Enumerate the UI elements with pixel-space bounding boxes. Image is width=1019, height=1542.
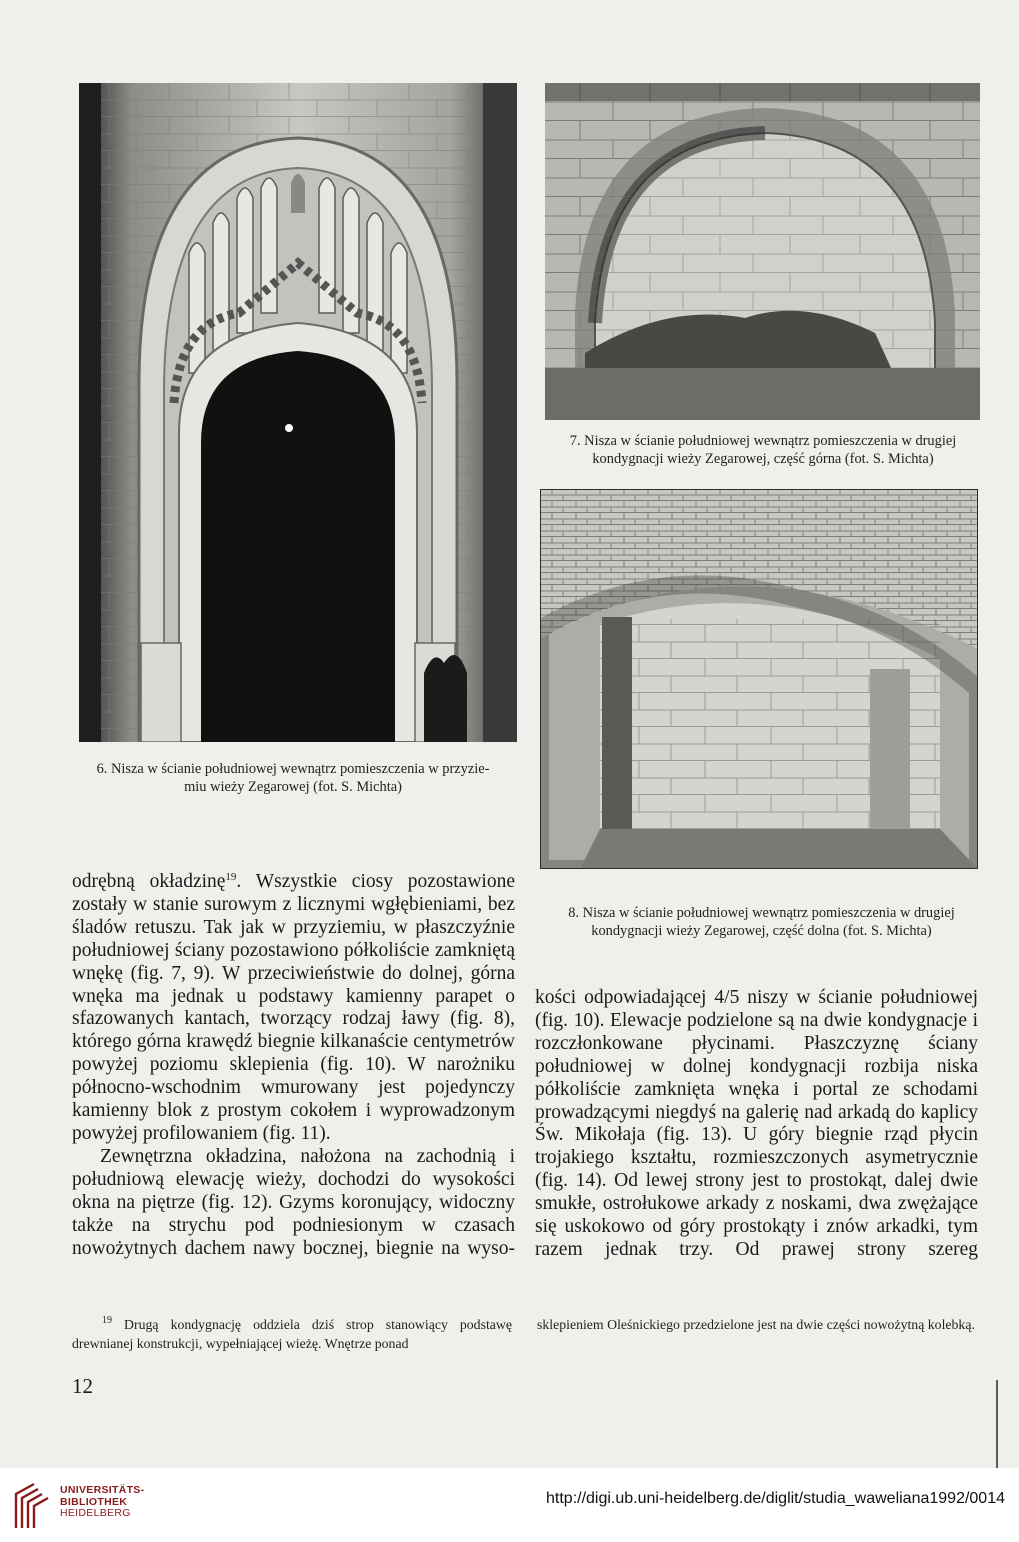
figure-8-caption-line2: kondygnacji wieży Zegarowej, część dolna (fot. S. Michta) (591, 923, 932, 939)
figure-6-photo (79, 83, 517, 742)
figure-7-caption-line1: 7. Nisza w ścianie południowej wewnątrz pomieszczenia w drugiej (569, 433, 957, 449)
page-number: 12 (72, 1374, 93, 1398)
logo-line3: HEIDELBERG (60, 1507, 131, 1519)
figure-8-caption (524, 904, 999, 940)
figure-6-caption-line1: 6. Nisza w ścianie południowej wewnątrz pomieszczenia w przyzie- (96, 761, 490, 777)
figure-8-photo (540, 489, 978, 869)
logo-line2: BIBLIOTHEK (60, 1495, 128, 1508)
figure-7-caption-line2: kondygnacji wieży Zegarowej, część górna (fot. S. Michta) (592, 451, 934, 467)
figure-6-caption (68, 760, 518, 796)
footnote-number: 19 (102, 1315, 112, 1326)
figure-8-caption-line1: 8. Nisza w ścianie południowej wewnątrz pomieszczenia w drugiej (568, 905, 955, 921)
footer-bar (0, 1468, 1019, 1542)
figure-7-caption (528, 432, 998, 468)
body-paragraph: Zewnętrzna okładzina, nałożona na zachodnią i południową elewację wieży, dochodzi do wysokości okna na piętrze (fig. 12). Gzyms koronujący, widoczny także na strychu pod podniesionym w czasach nowożytnych dachem nawy bocznej, biegnie na wyso- (72, 1145, 515, 1259)
source-url-link[interactable]: http://digi.ub.uni-heidelberg.de/diglit/studia_waweliana1992/0014 (546, 1490, 1005, 1507)
body-paragraph (72, 871, 515, 1146)
body-paragraph: kości odpowiadającej 4/5 niszy w ścianie południowej (fig. 10). Elewacje podzielone są na dwie kondygnacje i rozczłonkowane płycinami. Płaszczyznę ściany południowej w dolnej kondygnacji rozbija niska półkoliście zamknięta wnęka i portal ze schodami prowadzącymi niegdyś na galerię nad arkadą do kaplicy Św. Mikołaja (fig. 13). U góry biegnie rząd płycin trojakiego kształtu, rozmieszczonych asymetrycznie (fig. 14). Od lewej strony jest to prostokąt, dalej dwie smukłe, ostrołukowe arkady z noskami, dwa zwężające się uskokowo od góry prostokąty i znów arkadki, tym razem jednak trzy. Od prawej strony szereg (535, 987, 978, 1260)
body-text-right-column (535, 987, 978, 1262)
university-library-logo-icon[interactable] (12, 1480, 52, 1530)
scan-edge (996, 1380, 998, 1468)
footnote-reference: 19 (225, 871, 237, 883)
footnote-right (537, 1315, 979, 1334)
footnote-text-continued: sklepieniem Oleśnickiego przedzielone jest na dwie części nowożytną kolebką. (537, 1317, 975, 1332)
footnote-left (72, 1315, 512, 1353)
figure-6-caption-line2: miu wieży Zegarowej (fot. S. Michta) (184, 779, 402, 795)
body-text: odrębną okładzinę (72, 871, 226, 892)
footnote-text: Drugą kondygnację oddziela dziś strop stanowiący podstawę drewnianej konstrukcji, wypełniającej wieżę. Wnętrze ponad (72, 1317, 512, 1351)
logo-line1: UNIVERSITÄTS- (60, 1484, 145, 1496)
university-library-name[interactable] (60, 1485, 144, 1520)
body-text-left-column (72, 871, 515, 1260)
body-text: . Wszystkie ciosy pozostawione zostały w stanie surowym z licznymi wgłębieniami, bez śladów retuszu. Tak jak w przyziemiu, w płaszczyźnie południowej ściany pozostawiono półkoliście zamkniętą wnękę (fig. 7, 9). W przeciwieństwie do dolnej, górna wnęka ma jednak u podstawy kamienny parapet o sfazowanych kantach, tworzący rodzaj ławy (fig. 8), którego górna krawędź biegnie kilkanaście centymetrów powyżej poziomu sklepienia (fig. 10). W narożniku północno-wschodnim wmurowany jest pojedynczy kamienny blok z prostym cokołem i wyprowadzonym powyżej profilowaniem (fig. 11). (72, 871, 515, 1144)
figure-7-photo (545, 83, 980, 420)
